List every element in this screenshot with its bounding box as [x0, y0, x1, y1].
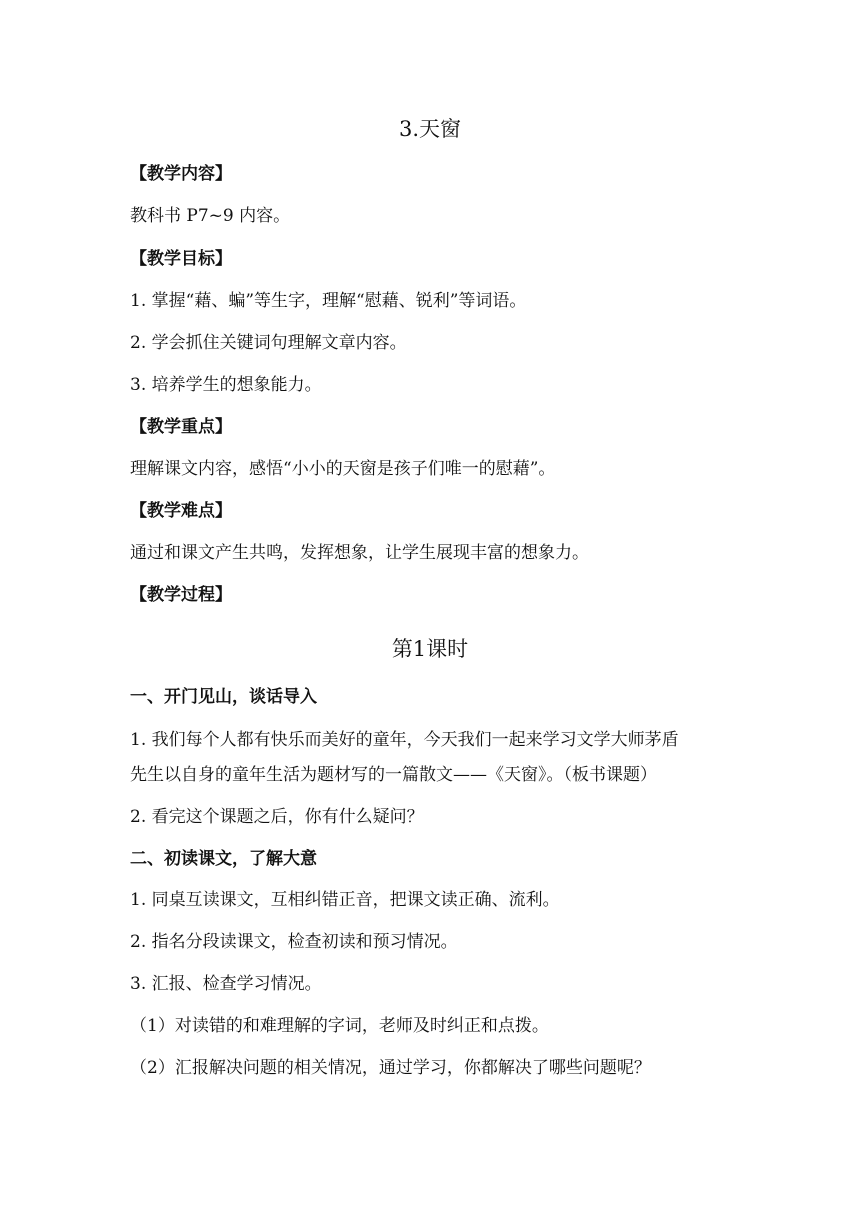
section2-item: 1. 同桌互读课文，互相纠错正音，把课文读正确、流利。 — [130, 890, 560, 910]
section2-heading: 二、初读课文，了解大意 — [130, 849, 317, 869]
difficulty-heading: 【教学难点】 — [130, 501, 232, 521]
goals-heading: 【教学目标】 — [130, 249, 232, 269]
focus-heading: 【教学重点】 — [130, 417, 232, 437]
goal-item: 1. 掌握“藉、蝙”等生字，理解“慰藉、锐利”等词语。 — [130, 291, 527, 311]
document-title: 3.天窗 — [398, 117, 462, 141]
section2-item: （2）汇报解决问题的相关情况，通过学习，你都解决了哪些问题呢？ — [130, 1058, 651, 1078]
section2-item: （1）对读错的和难理解的字词，老师及时纠正和点拨。 — [130, 1016, 549, 1036]
lesson-title: 第1课时 — [391, 637, 469, 661]
goal-item: 3. 培养学生的想象能力。 — [130, 375, 322, 395]
section2-item: 2. 指名分段读课文，检查初读和预习情况。 — [130, 932, 458, 952]
section2-item: 3. 汇报、检查学习情况。 — [130, 974, 322, 994]
process-heading: 【教学过程】 — [130, 585, 232, 605]
focus-text: 理解课文内容，感悟“小小的天窗是孩子们唯一的慰藉”。 — [130, 459, 556, 479]
section1-heading: 一、开门见山，谈话导入 — [130, 687, 317, 707]
difficulty-text: 通过和课文产生共鸣，发挥想象，让学生展现丰富的想象力。 — [130, 543, 589, 563]
goal-item: 2. 学会抓住关键词句理解文章内容。 — [130, 333, 407, 353]
content-heading: 【教学内容】 — [130, 164, 232, 184]
section1-item: 1. 我们每个人都有快乐而美好的童年，今天我们一起来学习文学大师茅盾 — [130, 730, 679, 750]
content-text: 教科书 P7~9 内容。 — [130, 206, 291, 226]
section1-item: 先生以自身的童年生活为题材写的一篇散文——《天窗》。（板书课题） — [130, 765, 657, 785]
section1-item: 2. 看完这个课题之后，你有什么疑问？ — [130, 807, 424, 827]
